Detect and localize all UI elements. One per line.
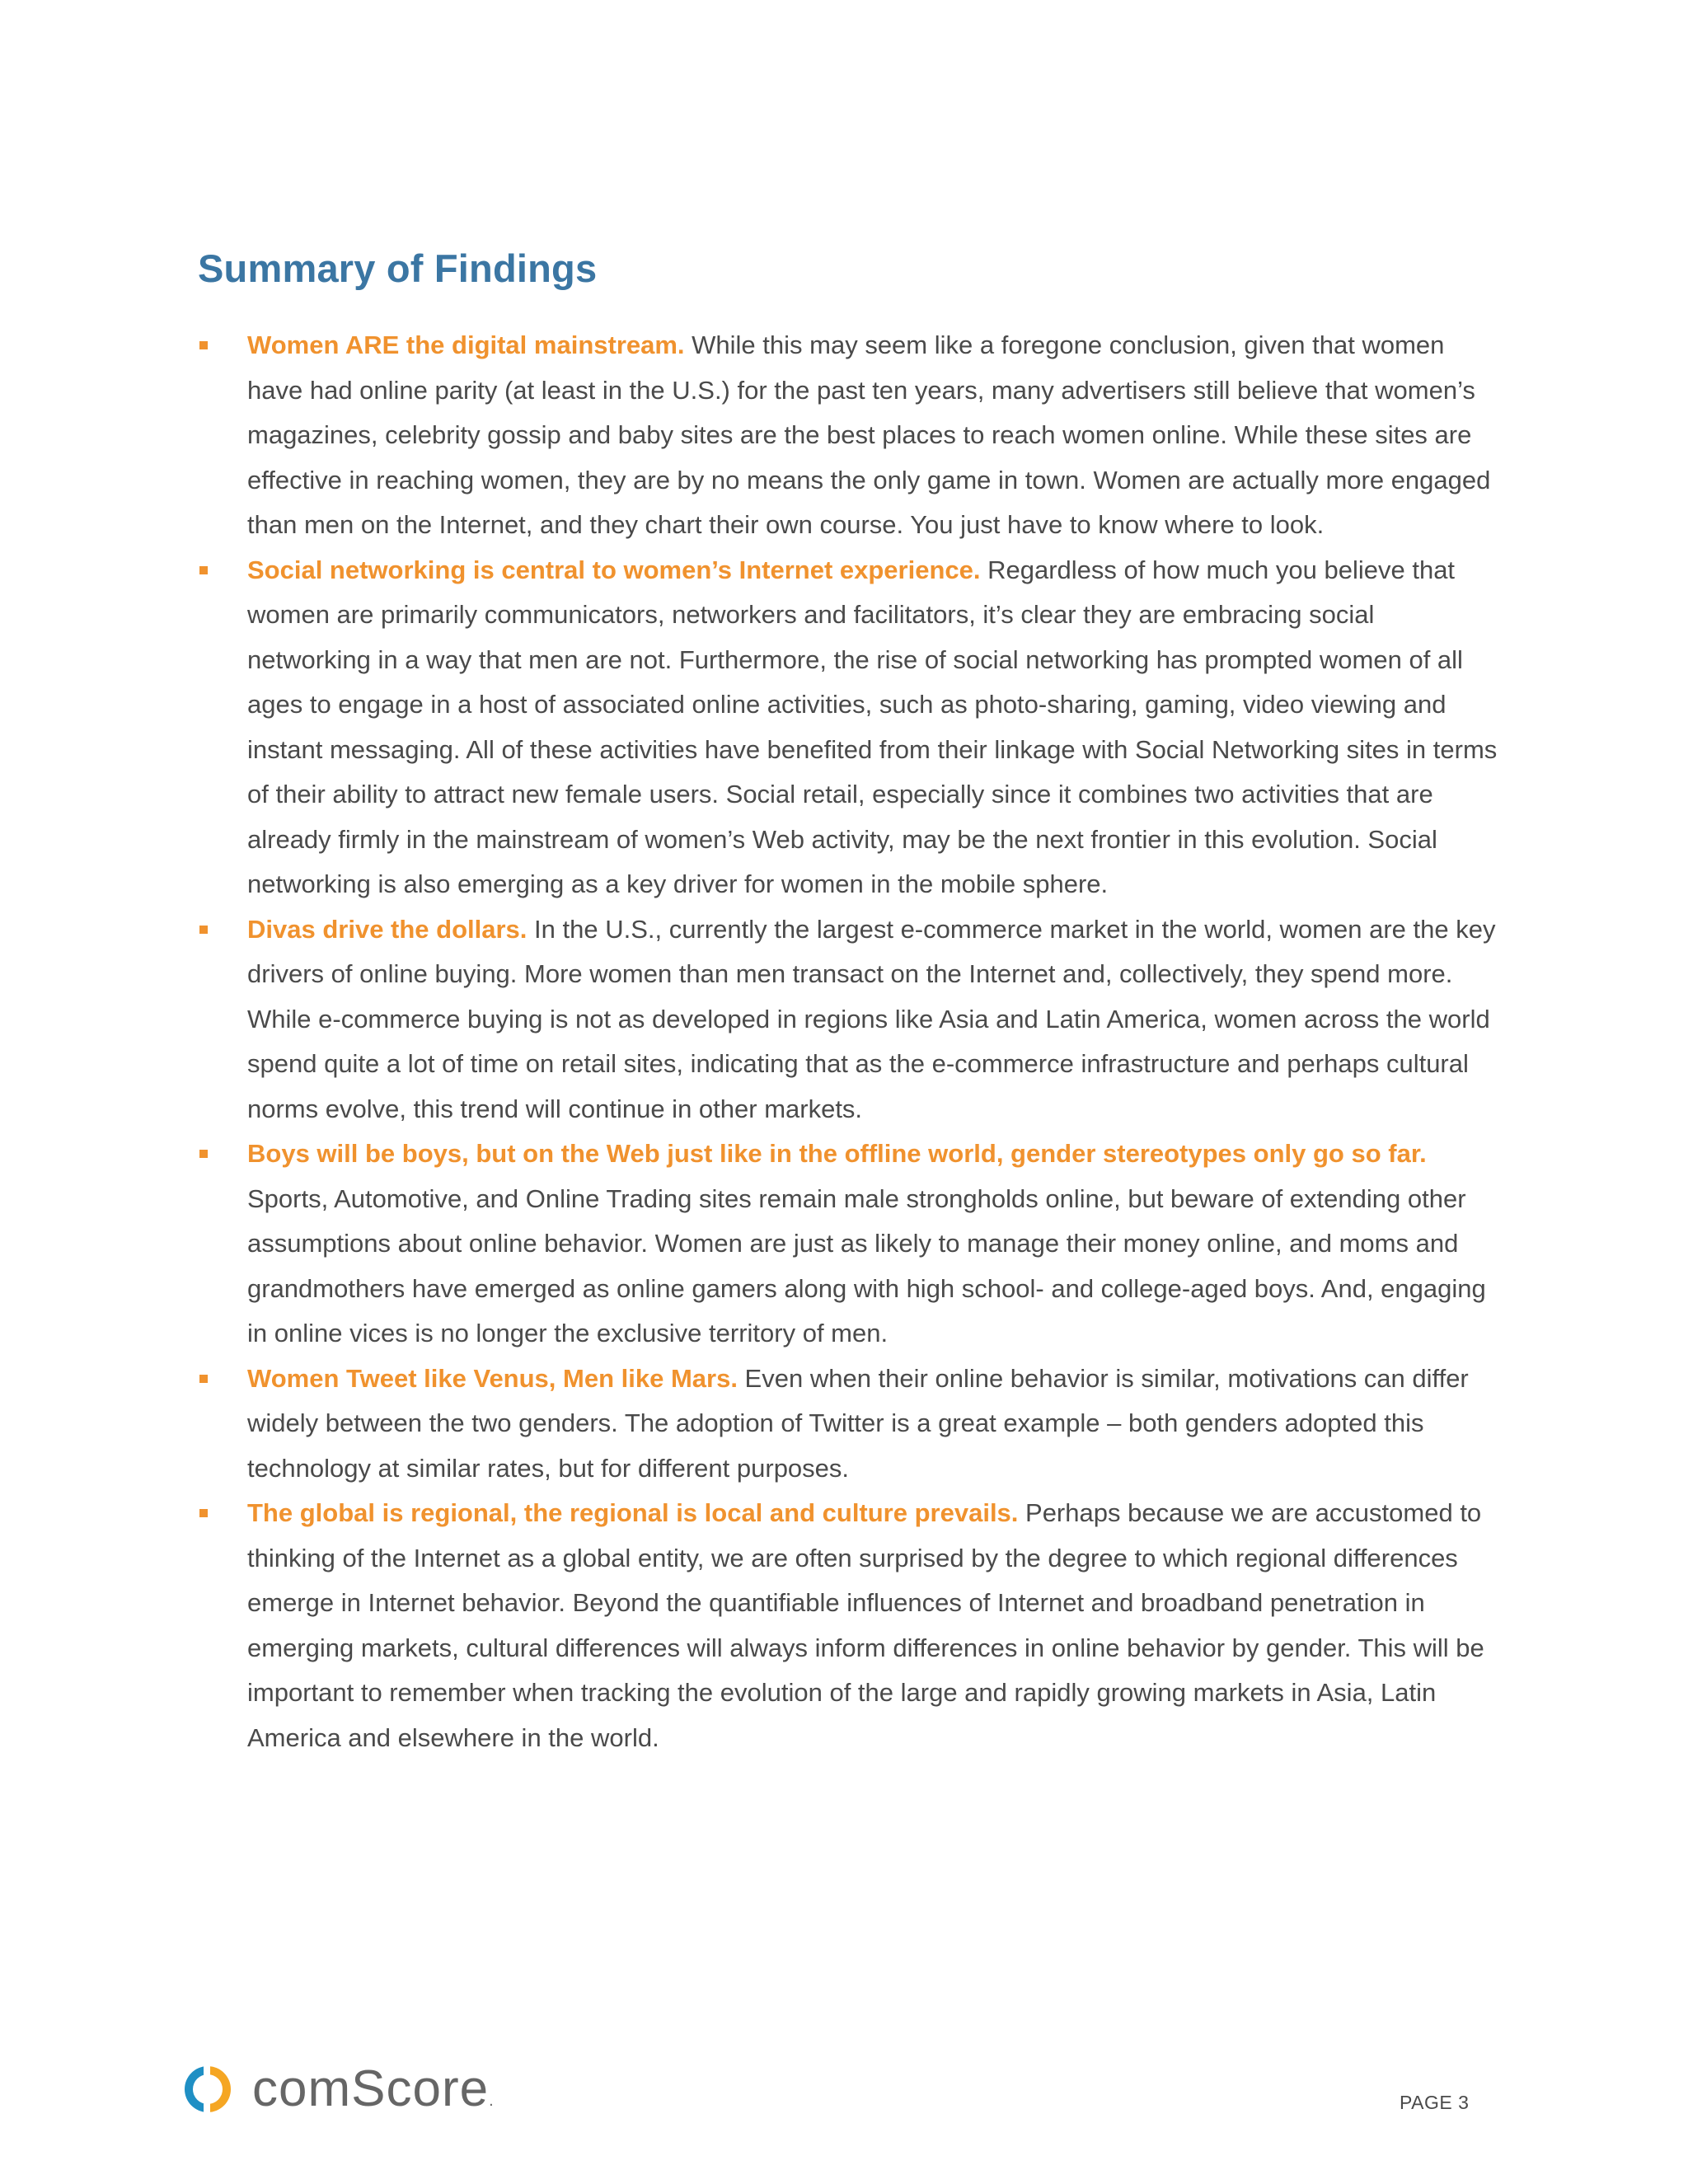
- finding-item: [198, 548, 1500, 907]
- finding-item: [198, 1491, 1500, 1760]
- finding-heading: Women ARE the digital mainstream.: [247, 330, 685, 359]
- finding-item: [198, 1132, 1500, 1357]
- finding-text: Perhaps because we are accustomed to thinking of the Internet as a global entity, we are often surprised by the degree to which regional differences emerge in Internet behavior. Beyond the quantifiable influences of Internet and broadband penetration in emerging markets, cultural differences will always inform differences in online behavior by gender. This will be important to remember when tracking the evolution of the large and rapidly growing markets in Asia, Latin America and elsewhere in the world.: [247, 1498, 1484, 1752]
- logo-wordmark-text: comScore: [252, 2060, 490, 2117]
- comscore-logo: [183, 2060, 495, 2118]
- finding-heading: The global is regional, the regional is local and culture prevails.: [247, 1498, 1019, 1527]
- page-number: PAGE 3: [1400, 2092, 1470, 2113]
- bullet-icon: [199, 341, 208, 349]
- bullet-icon: [199, 926, 208, 934]
- finding-heading: Social networking is central to women’s Internet experience.: [247, 555, 981, 584]
- findings-list: [198, 323, 1500, 1760]
- finding-heading: Women Tweet like Venus, Men like Mars.: [247, 1363, 738, 1393]
- bullet-icon: [199, 1509, 208, 1517]
- comscore-logo-icon: [183, 2063, 232, 2116]
- finding-text: Sports, Automotive, and Online Trading sites remain male strongholds online, but beware of extending other assumptions about online behavior. Women are just as likely to manage their money online, and moms and grandmothers have emerged as online gamers along with high school- and college-aged boys. And, engaging in online vices is no longer the exclusive territory of men.: [247, 1183, 1486, 1347]
- finding-text: While this may seem like a foregone conclusion, given that women have had online parity (at least in the U.S.) for the past ten years, many advertisers still believe that women’s magazines, celebrity gossip and baby sites are the best places to reach women online. While these sites are effective in reaching women, they are by no means the only game in town. Women are actually more engaged than men on the Internet, and they chart their own course. You just have to know where to look.: [247, 330, 1491, 539]
- finding-text: Regardless of how much you believe that women are primarily communicators, networkers and facilitators, it’s clear they are embracing social networking in a way that men are not. Furthermore, the rise of social networking has prompted women of all ages to engage in a host of associated online activities, such as photo-sharing, gaming, video viewing and instant messaging. All of these activities have benefited from their linkage with Social Networking sites in terms of their ability to attract new female users. Social retail, especially since it combines two activities that are already firmly in the mainstream of women’s Web activity, may be the next frontier in this evolution. Social networking is also emerging as a key driver for women in the mobile sphere.: [247, 555, 1498, 898]
- finding-heading: Boys will be boys, but on the Web just like in the offline world, gender stereotypes only go so far.: [247, 1139, 1427, 1168]
- finding-heading: Divas drive the dollars.: [247, 914, 528, 944]
- bullet-icon: [199, 1150, 208, 1158]
- finding-text: In the U.S., currently the largest e-commerce market in the world, women are the key drivers of online buying. More women than men transact on the Internet and, collectively, they spend more. While e-commerce buying is not as developed in regions like Asia and Latin America, women across the world spend quite a lot of time on retail sites, indicating that as the e-commerce infrastructure and perhaps cultural norms evolve, this trend will continue in other markets.: [247, 914, 1496, 1123]
- finding-item: [198, 1357, 1500, 1492]
- bullet-icon: [199, 566, 208, 574]
- finding-item: [198, 907, 1500, 1132]
- logo-wordmark: [252, 2060, 495, 2117]
- finding-item: [198, 323, 1500, 548]
- bullet-icon: [199, 1375, 208, 1383]
- logo-wordmark-mark: .: [489, 2092, 495, 2110]
- page-title: Summary of Findings: [198, 246, 598, 290]
- finding-text: Even when their online behavior is similar, motivations can differ widely between the two genders. The adoption of Twitter is a great example – both genders adopted this technology at similar rates, but for different purposes.: [247, 1363, 1469, 1483]
